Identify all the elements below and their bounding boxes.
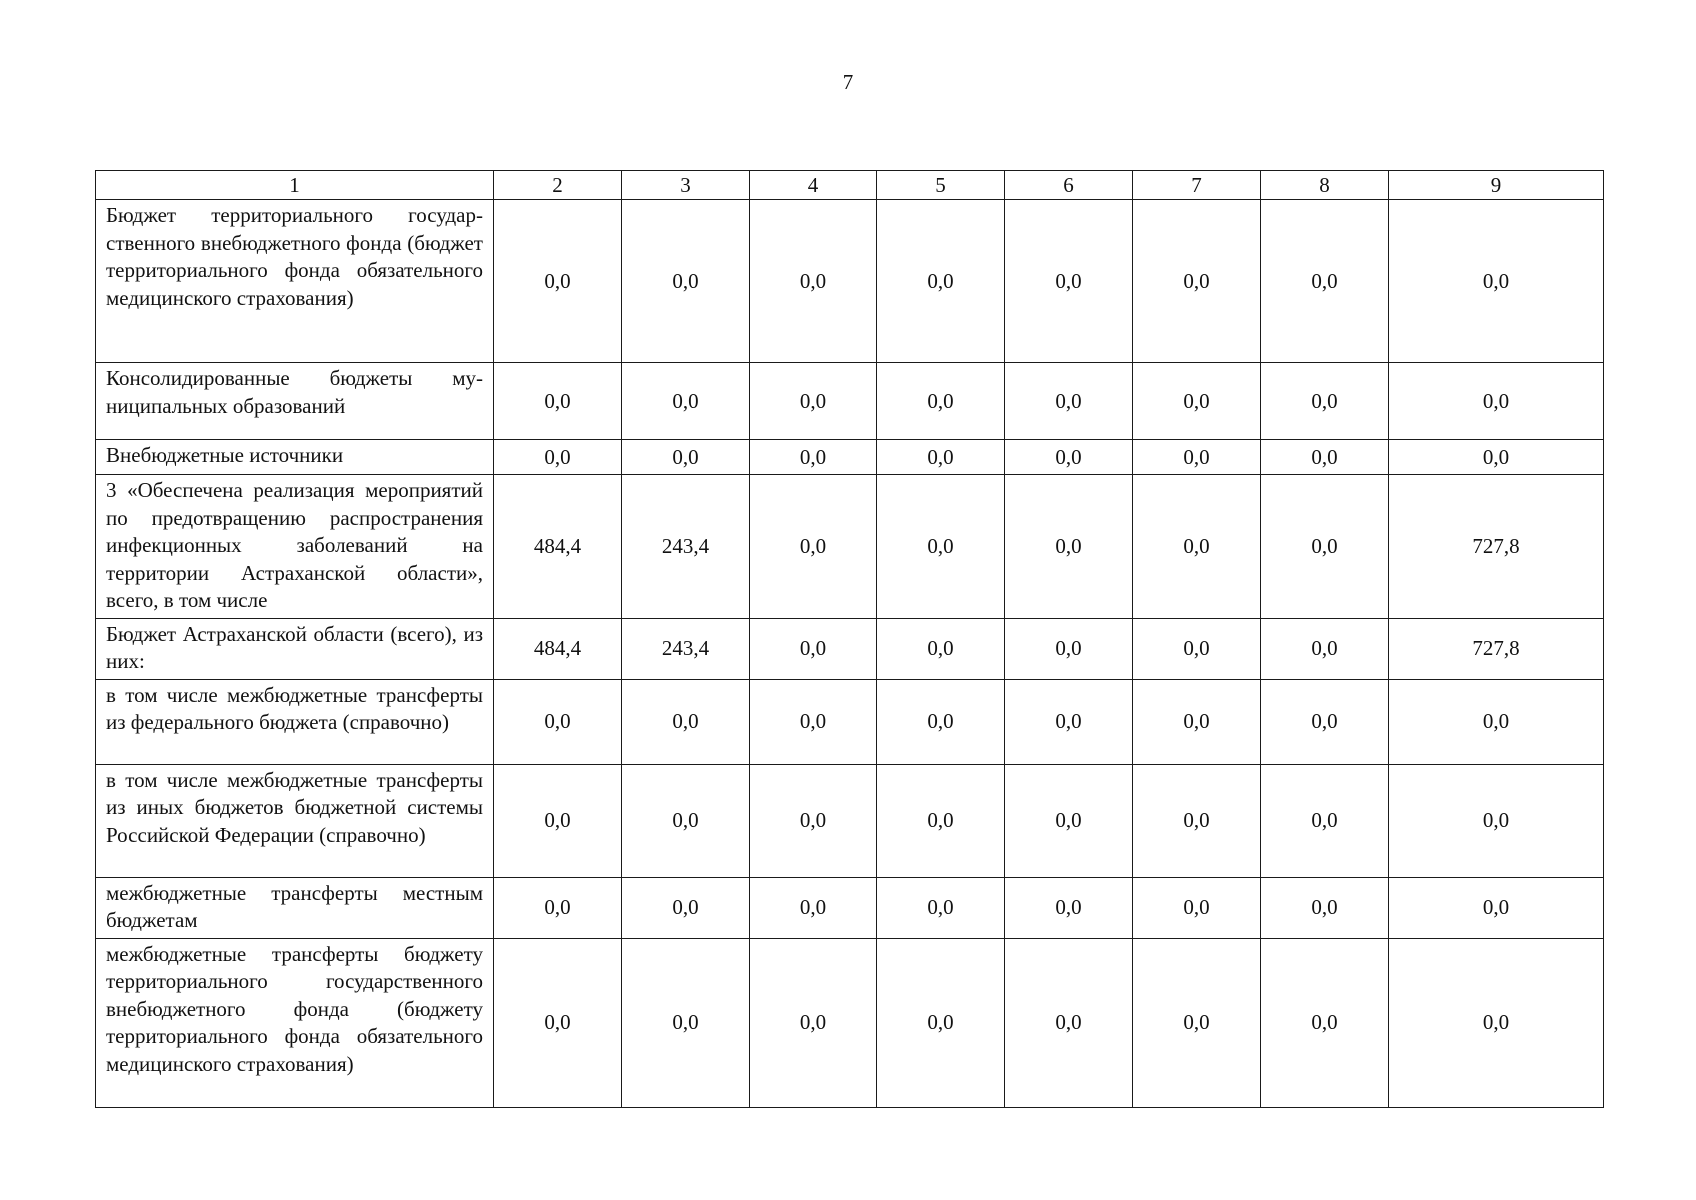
value-cell: 727,8 (1389, 618, 1604, 679)
value-cell: 0,0 (877, 618, 1005, 679)
value-cell: 0,0 (1389, 764, 1604, 877)
value-cell: 0,0 (1005, 764, 1133, 877)
value-cell: 0,0 (877, 764, 1005, 877)
value-cell: 0,0 (750, 679, 877, 764)
value-cell: 0,0 (1389, 363, 1604, 440)
value-cell: 0,0 (877, 679, 1005, 764)
table-row (96, 618, 1604, 679)
value-cell: 0,0 (750, 877, 877, 938)
header-row (96, 171, 1604, 200)
value-cell: 0,0 (1133, 679, 1261, 764)
row-label: Внебюджетные источники (96, 440, 494, 475)
table-row (96, 938, 1604, 1107)
row-label: в том числе межбюджетные трансферты из федерального бюджета (справочно) (96, 679, 494, 764)
value-cell: 0,0 (622, 938, 750, 1107)
row-label: Консолидированные бюджеты муниципальных образований (96, 363, 494, 440)
value-cell: 0,0 (1133, 618, 1261, 679)
value-cell: 0,0 (494, 938, 622, 1107)
value-cell: 0,0 (1133, 440, 1261, 475)
value-cell: 0,0 (1133, 764, 1261, 877)
value-cell: 0,0 (877, 440, 1005, 475)
value-cell: 0,0 (1261, 475, 1389, 619)
value-cell: 0,0 (877, 877, 1005, 938)
value-cell: 0,0 (1133, 475, 1261, 619)
column-header-2: 2 (494, 171, 622, 200)
value-cell: 727,8 (1389, 475, 1604, 619)
value-cell: 0,0 (622, 200, 750, 363)
value-cell: 484,4 (494, 475, 622, 619)
value-cell: 0,0 (1261, 679, 1389, 764)
value-cell: 0,0 (494, 877, 622, 938)
value-cell: 0,0 (1389, 938, 1604, 1107)
value-cell: 0,0 (877, 200, 1005, 363)
value-cell: 243,4 (622, 618, 750, 679)
value-cell: 0,0 (1005, 618, 1133, 679)
value-cell: 0,0 (1261, 200, 1389, 363)
value-cell: 0,0 (494, 440, 622, 475)
value-cell: 0,0 (622, 679, 750, 764)
value-cell: 0,0 (1133, 200, 1261, 363)
row-label: Бюджет территориального государственного внебюджетного фонда (бюджет территориального фонда обязательного медицинского страхования) (96, 200, 494, 363)
table-row (96, 440, 1604, 475)
value-cell: 0,0 (622, 877, 750, 938)
value-cell: 0,0 (750, 618, 877, 679)
table-row (96, 363, 1604, 440)
column-header-7: 7 (1133, 171, 1261, 200)
column-header-3: 3 (622, 171, 750, 200)
column-header-1: 1 (96, 171, 494, 200)
value-cell: 0,0 (1133, 877, 1261, 938)
value-cell: 0,0 (877, 938, 1005, 1107)
table-header (96, 171, 1604, 200)
value-cell: 0,0 (1005, 877, 1133, 938)
value-cell: 0,0 (1261, 440, 1389, 475)
value-cell: 0,0 (622, 363, 750, 440)
value-cell: 0,0 (1261, 363, 1389, 440)
value-cell: 0,0 (1005, 363, 1133, 440)
value-cell: 0,0 (750, 764, 877, 877)
table-row (96, 475, 1604, 619)
value-cell: 0,0 (494, 363, 622, 440)
value-cell: 0,0 (1133, 363, 1261, 440)
budget-table (95, 170, 1604, 1108)
row-label: Бюджет Астраханской области (всего), из них: (96, 618, 494, 679)
row-label: межбюджетные трансферты местным бюджетам (96, 877, 494, 938)
value-cell: 0,0 (1389, 440, 1604, 475)
column-header-6: 6 (1005, 171, 1133, 200)
value-cell: 0,0 (750, 938, 877, 1107)
table-row (96, 679, 1604, 764)
value-cell: 0,0 (1005, 475, 1133, 619)
row-label: в том числе межбюджетные трансферты из иных бюджетов бюджетной системы Российской Федерации (справочно) (96, 764, 494, 877)
value-cell: 0,0 (750, 440, 877, 475)
value-cell: 243,4 (622, 475, 750, 619)
value-cell: 0,0 (1133, 938, 1261, 1107)
value-cell: 0,0 (1389, 679, 1604, 764)
value-cell: 0,0 (622, 440, 750, 475)
column-header-9: 9 (1389, 171, 1604, 200)
value-cell: 0,0 (750, 200, 877, 363)
column-header-4: 4 (750, 171, 877, 200)
value-cell: 0,0 (494, 200, 622, 363)
value-cell: 0,0 (494, 679, 622, 764)
column-header-8: 8 (1261, 171, 1389, 200)
row-label: 3 «Обеспечена реализация мероприятий по предотвращению распространения инфекционных заболеваний на территории Астраханской области», всего, в том числе (96, 475, 494, 619)
value-cell: 0,0 (1261, 938, 1389, 1107)
row-label: межбюджетные трансферты бюджету территориального государственного внебюджетного фонда (бюджету территориального фонда обязательного медицинского страхования) (96, 938, 494, 1107)
value-cell: 0,0 (750, 363, 877, 440)
value-cell: 0,0 (494, 764, 622, 877)
table-row (96, 877, 1604, 938)
table-row (96, 764, 1604, 877)
value-cell: 0,0 (1005, 440, 1133, 475)
value-cell: 0,0 (1005, 200, 1133, 363)
value-cell: 0,0 (1389, 877, 1604, 938)
value-cell: 484,4 (494, 618, 622, 679)
value-cell: 0,0 (1261, 764, 1389, 877)
value-cell: 0,0 (877, 475, 1005, 619)
value-cell: 0,0 (877, 363, 1005, 440)
column-header-5: 5 (877, 171, 1005, 200)
value-cell: 0,0 (1261, 877, 1389, 938)
value-cell: 0,0 (750, 475, 877, 619)
value-cell: 0,0 (1261, 618, 1389, 679)
value-cell: 0,0 (622, 764, 750, 877)
page-number: 7 (842, 70, 854, 94)
table-row (96, 200, 1604, 363)
value-cell: 0,0 (1005, 679, 1133, 764)
table-body (96, 200, 1604, 1108)
value-cell: 0,0 (1389, 200, 1604, 363)
value-cell: 0,0 (1005, 938, 1133, 1107)
